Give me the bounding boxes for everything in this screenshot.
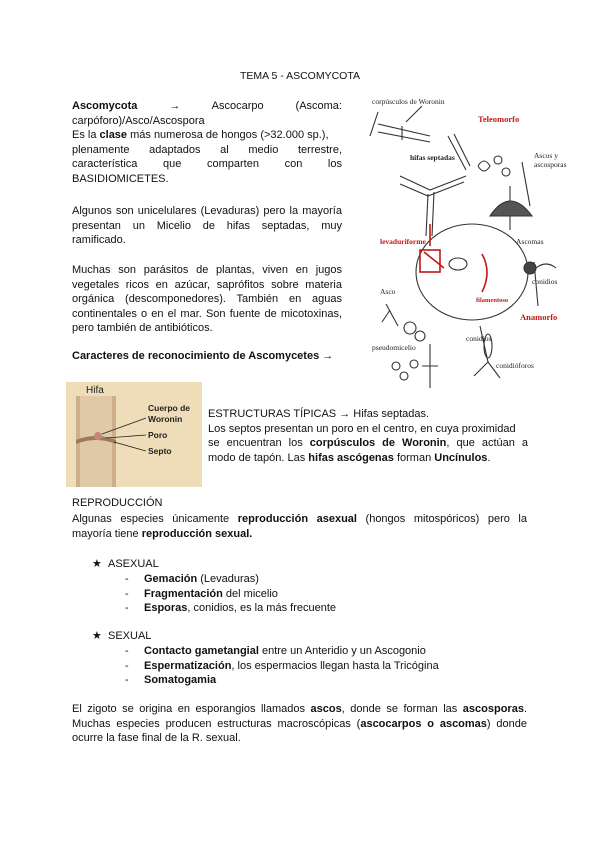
repro-line-2: mayoría tiene reproducción sexual. [72,527,253,540]
unicelulares-paragraph [72,204,342,248]
label-anamorfo: Anamorfo [520,312,558,322]
label-levaduriforme: levaduriforme [380,237,426,246]
label-poro: Poro [148,430,168,440]
diagram-red-arrows [420,224,487,292]
label-asco: Asco [380,287,396,296]
label-ascomas: Ascomas [516,237,544,246]
label-ascosporas: ascosporas [534,160,567,169]
label-corpusculos: corpúsculos de Woronin [372,97,445,106]
intro-line-5: característica que comparten con los [72,158,342,171]
page-title: TEMA 5 - ASCOMYCOTA [240,70,360,82]
list-item: - Contacto gametangial entre un Anteridio y un Ascogonio [125,645,426,657]
final-paragraph [72,702,527,746]
sexual-heading: ★ SEXUAL [92,630,152,642]
estr-line-2: Los septos presentan un poro en el centro, en cuya proximidad [208,422,516,435]
label-ascos-y: Ascos y [534,151,558,160]
list-item: - Gemación (Levaduras) [125,573,259,585]
parasitos-paragraph [72,263,342,336]
intro-line-1: Ascomycota → Ascocarpo (Ascoma: [72,100,342,112]
p3-line: continentales o en el mar. Son fuente de micotoxinas, [72,307,342,320]
p2-line: presentan un Micelio de hifas septadas, muy [72,219,342,232]
p3-line: Muchas son parásitos de plantas, viven en jugos [72,264,342,276]
label-cuerpo-2: Woronin [148,414,183,424]
list-item: - Fragmentación del micelio [125,587,278,600]
reproduccion-paragraph [72,512,527,541]
final-line-3: ocurre la fase final de la R. sexual. [72,732,241,745]
asexual-list [125,572,336,616]
star-icon: ★ [92,630,102,642]
reproduccion-heading: REPRODUCCIÓN [72,497,163,509]
p3-line: orgánica (descomponedores). También en aguas [72,293,342,306]
hifa-septada-photo [66,382,202,487]
caracteres-heading: Caracteres de reconocimiento de Ascomycetes → [72,350,334,362]
label-cuerpo-1: Cuerpo de [148,403,191,413]
label-teleomorfo: Teleomorfo [478,114,520,124]
p3-line: pero también de antibióticos. [72,322,213,335]
intro-line-2: carpóforo)/Asco/Ascospora [72,114,205,127]
p2-line: ramificado. [72,234,126,247]
estr-line-3: se encuentran los corpúsculos de Woronin, que actúan a [208,437,528,450]
estr-line-1: ESTRUCTURAS TÍPICAS → Hifas septadas. [208,408,430,420]
estructuras-paragraph [208,407,528,465]
hifa-title: Hifa [86,385,104,396]
star-icon: ★ [92,558,102,570]
repro-line-1: Algunas especies únicamente reproducción asexual (hongos mitospóricos) pero la [72,513,527,525]
estr-line-4: modo de tapón. Las hifas ascógenas forman Uncínulos. [208,451,491,464]
label-filamentoso: filamentoso [476,297,509,304]
final-line-1: El zigoto se origina en esporangios llamados ascos, donde se forman las ascosporas. [72,703,528,715]
label-conidios-2: conidios [466,334,492,343]
sexual-list [125,644,439,688]
intro-line-3: Es la clase más numerosa de hongos (>32.000 sp.), [72,129,329,142]
label-conidios: conidios [532,277,558,286]
list-item: - Somatogamia [125,674,217,687]
label-pseudomicelio: pseudomicelio [372,343,416,352]
ascomycota-life-cycle-diagram [370,96,567,392]
p3-line: vegetales ricos en azúcar, saprófitos sobre materia [72,278,342,291]
intro-line-4: plenamente adaptados al medio terrestre, [72,143,342,156]
list-item: - Esporas, conidios, es la más frecuente [125,602,336,615]
asexual-heading: ★ ASEXUAL [92,558,159,570]
label-hifas-septadas: hifas septadas [410,153,455,162]
intro-paragraph [72,99,342,187]
label-septo: Septo [148,446,172,456]
list-item: - Espermatización, los espermacios llegan hasta la Tricógina [125,659,439,672]
intro-line-6: BASIDIOMICETES. [72,172,169,185]
label-conidioforos: conidióforos [496,361,534,370]
p2-line: Algunos son unicelulares (Levaduras) pero la mayoría [72,205,342,217]
final-line-2: Muchas especies producen estructuras macroscópicas (ascocarpos o ascomas) donde [72,717,527,730]
